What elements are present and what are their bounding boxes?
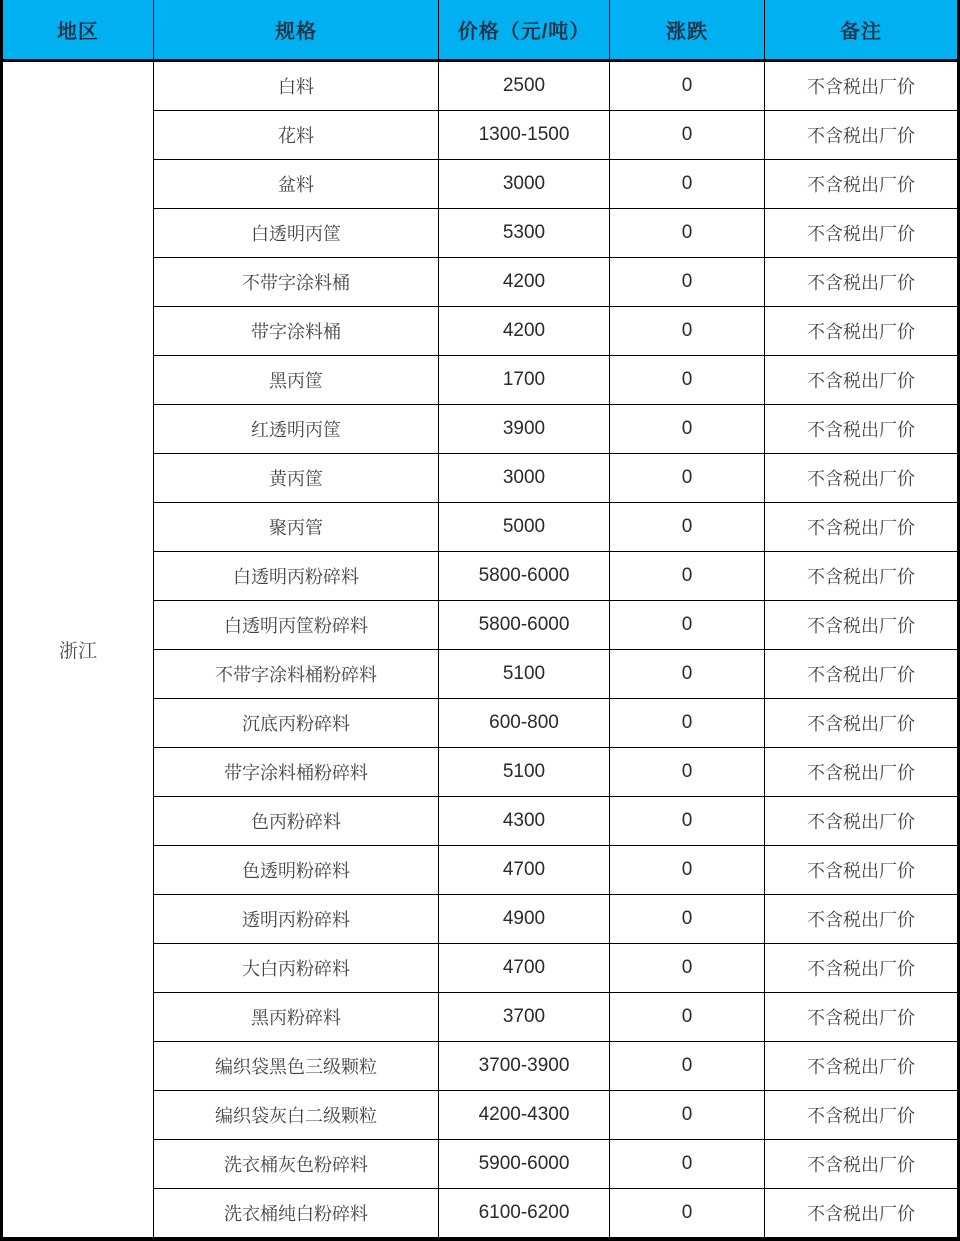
change-cell: 0 bbox=[610, 307, 765, 356]
table-body bbox=[2, 61, 959, 1240]
change-cell: 0 bbox=[610, 944, 765, 993]
change-cell: 0 bbox=[610, 1189, 765, 1240]
price-cell: 3000 bbox=[439, 454, 610, 503]
table-header bbox=[2, 0, 959, 61]
spec-cell: 编织袋灰白二级颗粒 bbox=[154, 1091, 439, 1140]
change-cell: 0 bbox=[610, 699, 765, 748]
price-cell: 4200 bbox=[439, 258, 610, 307]
change-cell: 0 bbox=[610, 356, 765, 405]
note-cell: 不含税出厂价 bbox=[765, 454, 959, 503]
price-cell: 1700 bbox=[439, 356, 610, 405]
price-cell: 3700-3900 bbox=[439, 1042, 610, 1091]
note-cell: 不含税出厂价 bbox=[765, 1091, 959, 1140]
note-cell: 不含税出厂价 bbox=[765, 503, 959, 552]
note-cell: 不含税出厂价 bbox=[765, 209, 959, 258]
table-row bbox=[2, 61, 959, 111]
price-cell: 5000 bbox=[439, 503, 610, 552]
change-cell: 0 bbox=[610, 61, 765, 111]
price-cell: 5900-6000 bbox=[439, 1140, 610, 1189]
price-cell: 5800-6000 bbox=[439, 601, 610, 650]
spec-cell: 透明丙粉碎料 bbox=[154, 895, 439, 944]
change-cell: 0 bbox=[610, 111, 765, 160]
change-cell: 0 bbox=[610, 258, 765, 307]
change-cell: 0 bbox=[610, 405, 765, 454]
price-cell: 4700 bbox=[439, 944, 610, 993]
spec-cell: 白透明丙筐粉碎料 bbox=[154, 601, 439, 650]
note-cell: 不含税出厂价 bbox=[765, 552, 959, 601]
change-cell: 0 bbox=[610, 1140, 765, 1189]
note-cell: 不含税出厂价 bbox=[765, 699, 959, 748]
change-cell: 0 bbox=[610, 552, 765, 601]
note-cell: 不含税出厂价 bbox=[765, 307, 959, 356]
price-cell: 3700 bbox=[439, 993, 610, 1042]
note-cell: 不含税出厂价 bbox=[765, 1189, 959, 1240]
spec-cell: 不带字涂料桶粉碎料 bbox=[154, 650, 439, 699]
price-cell: 6100-6200 bbox=[439, 1189, 610, 1240]
note-cell: 不含税出厂价 bbox=[765, 650, 959, 699]
change-cell: 0 bbox=[610, 895, 765, 944]
note-cell: 不含税出厂价 bbox=[765, 993, 959, 1042]
change-cell: 0 bbox=[610, 1091, 765, 1140]
spec-cell: 白透明丙筐 bbox=[154, 209, 439, 258]
note-cell: 不含税出厂价 bbox=[765, 1140, 959, 1189]
spec-cell: 洗衣桶纯白粉碎料 bbox=[154, 1189, 439, 1240]
note-cell: 不含税出厂价 bbox=[765, 160, 959, 209]
spec-cell: 花料 bbox=[154, 111, 439, 160]
price-cell: 3900 bbox=[439, 405, 610, 454]
change-cell: 0 bbox=[610, 650, 765, 699]
spec-cell: 洗衣桶灰色粉碎料 bbox=[154, 1140, 439, 1189]
note-cell: 不含税出厂价 bbox=[765, 61, 959, 111]
price-cell: 3000 bbox=[439, 160, 610, 209]
spec-cell: 黄丙筐 bbox=[154, 454, 439, 503]
spec-cell: 色丙粉碎料 bbox=[154, 797, 439, 846]
change-cell: 0 bbox=[610, 1042, 765, 1091]
price-cell: 2500 bbox=[439, 61, 610, 111]
change-cell: 0 bbox=[610, 503, 765, 552]
note-cell: 不含税出厂价 bbox=[765, 895, 959, 944]
price-cell: 5100 bbox=[439, 748, 610, 797]
region-cell: 浙江 bbox=[2, 61, 154, 1240]
price-cell: 4700 bbox=[439, 846, 610, 895]
change-cell: 0 bbox=[610, 454, 765, 503]
header-cell-price: 价格（元/吨） bbox=[439, 0, 610, 61]
price-cell: 4200 bbox=[439, 307, 610, 356]
header-cell-note: 备注 bbox=[765, 0, 959, 61]
price-cell: 5300 bbox=[439, 209, 610, 258]
price-cell: 4200-4300 bbox=[439, 1091, 610, 1140]
price-cell: 5800-6000 bbox=[439, 552, 610, 601]
note-cell: 不含税出厂价 bbox=[765, 944, 959, 993]
note-cell: 不含税出厂价 bbox=[765, 1042, 959, 1091]
change-cell: 0 bbox=[610, 993, 765, 1042]
spec-cell: 聚丙管 bbox=[154, 503, 439, 552]
spec-cell: 盆料 bbox=[154, 160, 439, 209]
note-cell: 不含税出厂价 bbox=[765, 601, 959, 650]
price-cell: 5100 bbox=[439, 650, 610, 699]
price-cell: 4900 bbox=[439, 895, 610, 944]
price-cell: 600-800 bbox=[439, 699, 610, 748]
spec-cell: 黑丙筐 bbox=[154, 356, 439, 405]
spec-cell: 不带字涂料桶 bbox=[154, 258, 439, 307]
header-cell-change: 涨跌 bbox=[610, 0, 765, 61]
change-cell: 0 bbox=[610, 601, 765, 650]
spec-cell: 沉底丙粉碎料 bbox=[154, 699, 439, 748]
change-cell: 0 bbox=[610, 748, 765, 797]
change-cell: 0 bbox=[610, 209, 765, 258]
change-cell: 0 bbox=[610, 846, 765, 895]
note-cell: 不含税出厂价 bbox=[765, 846, 959, 895]
spec-cell: 红透明丙筐 bbox=[154, 405, 439, 454]
note-cell: 不含税出厂价 bbox=[765, 356, 959, 405]
spec-cell: 编织袋黑色三级颗粒 bbox=[154, 1042, 439, 1091]
spec-cell: 带字涂料桶粉碎料 bbox=[154, 748, 439, 797]
change-cell: 0 bbox=[610, 160, 765, 209]
note-cell: 不含税出厂价 bbox=[765, 405, 959, 454]
note-cell: 不含税出厂价 bbox=[765, 258, 959, 307]
spec-cell: 大白丙粉碎料 bbox=[154, 944, 439, 993]
spec-cell: 白料 bbox=[154, 61, 439, 111]
spec-cell: 黑丙粉碎料 bbox=[154, 993, 439, 1042]
note-cell: 不含税出厂价 bbox=[765, 111, 959, 160]
spec-cell: 白透明丙粉碎料 bbox=[154, 552, 439, 601]
spec-cell: 带字涂料桶 bbox=[154, 307, 439, 356]
price-cell: 1300-1500 bbox=[439, 111, 610, 160]
price-cell: 4300 bbox=[439, 797, 610, 846]
change-cell: 0 bbox=[610, 797, 765, 846]
header-row bbox=[2, 0, 959, 61]
header-cell-region: 地区 bbox=[2, 0, 154, 61]
spec-cell: 色透明粉碎料 bbox=[154, 846, 439, 895]
note-cell: 不含税出厂价 bbox=[765, 748, 959, 797]
note-cell: 不含税出厂价 bbox=[765, 797, 959, 846]
header-cell-spec: 规格 bbox=[154, 0, 439, 61]
